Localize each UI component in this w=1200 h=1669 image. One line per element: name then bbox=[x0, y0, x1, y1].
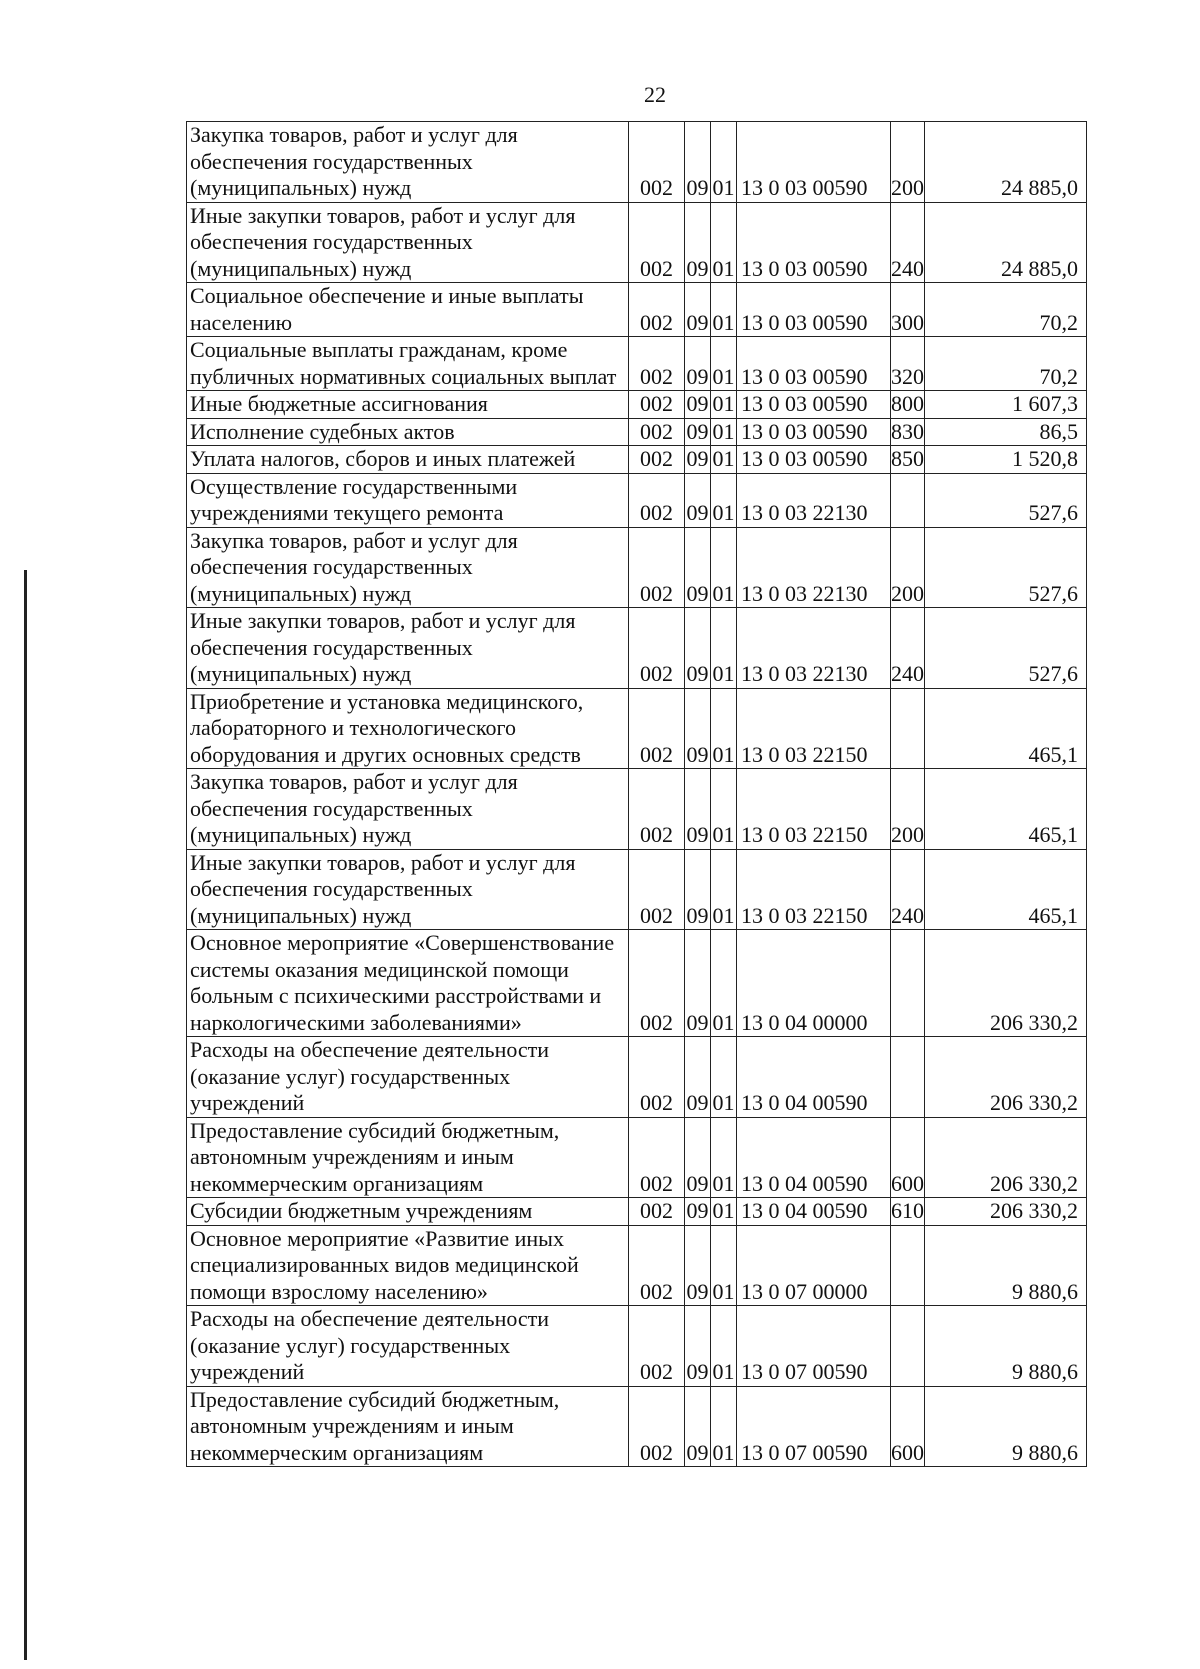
subsection-code: 01 bbox=[711, 1225, 737, 1306]
admin-code: 002 bbox=[629, 1225, 685, 1306]
target-article-code: 13 0 03 00590 bbox=[737, 122, 891, 203]
amount: 24 885,0 bbox=[925, 122, 1087, 203]
target-article-code: 13 0 04 00590 bbox=[737, 1117, 891, 1198]
subsection-code: 01 bbox=[712, 391, 735, 416]
page-number: 22 bbox=[644, 82, 666, 107]
subsection-code: 01 bbox=[711, 283, 737, 337]
budget-table bbox=[186, 121, 1087, 1467]
row-name: Закупка товаров, работ и услуг для обеспечения государственных (муниципальных) нужд bbox=[187, 527, 629, 608]
expense-type-code: 800 bbox=[891, 391, 924, 416]
expense-type-code: 600 bbox=[891, 1117, 925, 1198]
row-name: Осуществление государственными учреждениями текущего ремонта bbox=[187, 473, 629, 527]
subsection-code: 01 bbox=[711, 473, 737, 527]
admin-code: 002 bbox=[629, 202, 685, 283]
admin-code: 002 bbox=[629, 473, 685, 527]
subsection-code: 01 bbox=[711, 337, 737, 391]
row-name: Расходы на обеспечение деятельности (оказание услуг) государственных учреждений bbox=[187, 1306, 629, 1387]
amount: 206 330,2 bbox=[925, 930, 1087, 1037]
row-name: Основное мероприятие «Развитие иных специализированных видов медицинской помощи взрослому населению» bbox=[187, 1225, 629, 1306]
expense-type-code: 300 bbox=[891, 283, 925, 337]
table-row bbox=[187, 1117, 1087, 1198]
section-code: 09 bbox=[685, 473, 711, 527]
expense-type-code bbox=[891, 1306, 925, 1387]
expense-type-code bbox=[891, 1037, 925, 1118]
admin-code: 002 bbox=[629, 688, 685, 769]
section-code: 09 bbox=[685, 1037, 711, 1118]
table-row bbox=[187, 1198, 1087, 1226]
subsection-code: 01 bbox=[711, 769, 737, 850]
target-article-code: 13 0 03 00590 bbox=[737, 202, 891, 283]
table-row bbox=[187, 527, 1087, 608]
target-article-code: 13 0 03 22130 bbox=[737, 473, 891, 527]
table-row bbox=[187, 446, 1087, 474]
section-code: 09 bbox=[685, 608, 711, 689]
section-code: 09 bbox=[685, 849, 711, 930]
table-row bbox=[187, 930, 1087, 1037]
amount: 70,2 bbox=[925, 283, 1087, 337]
section-code: 09 bbox=[685, 930, 711, 1037]
admin-code: 002 bbox=[629, 337, 685, 391]
table-row bbox=[187, 418, 1087, 446]
section-code: 09 bbox=[686, 391, 709, 416]
target-article-code: 13 0 03 00590 bbox=[737, 418, 891, 446]
admin-code: 002 bbox=[629, 769, 685, 850]
expense-type-code: 240 bbox=[891, 202, 925, 283]
amount: 1 607,3 bbox=[925, 391, 1087, 419]
admin-code: 002 bbox=[629, 1306, 685, 1387]
section-code: 09 bbox=[685, 122, 711, 203]
table-row bbox=[187, 391, 1087, 419]
admin-code: 002 bbox=[629, 608, 685, 689]
row-name: Расходы на обеспечение деятельности (оказание услуг) государственных учреждений bbox=[187, 1037, 629, 1118]
row-name: Закупка товаров, работ и услуг для обеспечения государственных (муниципальных) нужд bbox=[187, 769, 629, 850]
admin-code: 002 bbox=[629, 283, 685, 337]
expense-type-code bbox=[891, 473, 925, 527]
expense-type-code bbox=[891, 1225, 925, 1306]
row-name: Исполнение судебных актов bbox=[187, 418, 629, 446]
section-code: 09 bbox=[685, 1225, 711, 1306]
row-name: Иные закупки товаров, работ и услуг для обеспечения государственных (муниципальных) нужд bbox=[187, 202, 629, 283]
target-article-code: 13 0 03 00590 bbox=[737, 391, 891, 419]
expense-type-code: 600 bbox=[891, 1386, 925, 1467]
amount: 9 880,6 bbox=[925, 1225, 1087, 1306]
subsection-code: 01 bbox=[712, 446, 735, 471]
row-name: Предоставление субсидий бюджетным, автономным учреждениям и иным некоммерческим организациям bbox=[187, 1386, 629, 1467]
row-name: Приобретение и установка медицинского, лабораторного и технологического оборудования и других основных средств bbox=[187, 688, 629, 769]
subsection-code: 01 bbox=[712, 1198, 735, 1223]
margin-rule bbox=[24, 570, 27, 1660]
target-article-code: 13 0 04 00000 bbox=[737, 930, 891, 1037]
amount: 1 520,8 bbox=[925, 446, 1087, 474]
section-code: 09 bbox=[685, 527, 711, 608]
target-article-code: 13 0 07 00590 bbox=[737, 1386, 891, 1467]
table-row bbox=[187, 1225, 1087, 1306]
row-name: Предоставление субсидий бюджетным, автономным учреждениям и иным некоммерческим организациям bbox=[187, 1117, 629, 1198]
expense-type-code: 240 bbox=[891, 608, 925, 689]
admin-code: 002 bbox=[629, 1117, 685, 1198]
amount: 465,1 bbox=[925, 769, 1087, 850]
expense-type-code bbox=[891, 930, 925, 1037]
admin-code: 002 bbox=[629, 1198, 685, 1226]
expense-type-code: 200 bbox=[891, 769, 925, 850]
subsection-code: 01 bbox=[711, 202, 737, 283]
subsection-code: 01 bbox=[712, 418, 735, 444]
section-code: 09 bbox=[685, 769, 711, 850]
section-code: 09 bbox=[685, 688, 711, 769]
subsection-code: 01 bbox=[711, 930, 737, 1037]
section-code: 09 bbox=[685, 337, 711, 391]
table-row bbox=[187, 1386, 1087, 1467]
table-row bbox=[187, 769, 1087, 850]
target-article-code: 13 0 03 00590 bbox=[737, 283, 891, 337]
target-article-code: 13 0 04 00590 bbox=[737, 1037, 891, 1118]
amount: 206 330,2 bbox=[925, 1198, 1087, 1226]
section-code: 09 bbox=[685, 1306, 711, 1387]
expense-type-code: 320 bbox=[891, 337, 925, 391]
section-code: 09 bbox=[685, 202, 711, 283]
row-name: Социальное обеспечение и иные выплаты населению bbox=[187, 283, 629, 337]
row-name: Субсидии бюджетным учреждениям bbox=[187, 1198, 629, 1226]
row-name: Основное мероприятие «Совершенствование системы оказания медицинской помощи больным с психическими расстройствами и наркологическими заболеваниями» bbox=[187, 930, 629, 1037]
table-body bbox=[187, 122, 1087, 1467]
target-article-code: 13 0 03 22150 bbox=[737, 688, 891, 769]
admin-code: 002 bbox=[629, 418, 685, 446]
row-name: Социальные выплаты гражданам, кроме публичных нормативных социальных выплат bbox=[187, 337, 629, 391]
row-name: Уплата налогов, сборов и иных платежей bbox=[187, 446, 629, 474]
admin-code: 002 bbox=[629, 391, 685, 419]
expense-type-code: 830 bbox=[891, 418, 924, 444]
amount: 9 880,6 bbox=[925, 1306, 1087, 1387]
amount: 206 330,2 bbox=[925, 1117, 1087, 1198]
admin-code: 002 bbox=[629, 1386, 685, 1467]
amount: 70,2 bbox=[925, 337, 1087, 391]
subsection-code: 01 bbox=[711, 1117, 737, 1198]
table-row bbox=[187, 283, 1087, 337]
amount: 9 880,6 bbox=[925, 1386, 1087, 1467]
expense-type-code: 610 bbox=[891, 1198, 924, 1223]
amount: 527,6 bbox=[925, 473, 1087, 527]
admin-code: 002 bbox=[629, 446, 685, 474]
target-article-code: 13 0 07 00590 bbox=[737, 1306, 891, 1387]
table-row bbox=[187, 849, 1087, 930]
subsection-code: 01 bbox=[711, 122, 737, 203]
amount: 527,6 bbox=[925, 608, 1087, 689]
section-code: 09 bbox=[686, 1198, 709, 1223]
target-article-code: 13 0 07 00000 bbox=[737, 1225, 891, 1306]
expense-type-code: 850 bbox=[891, 446, 924, 471]
table-row bbox=[187, 122, 1087, 203]
amount: 465,1 bbox=[925, 688, 1087, 769]
table-row bbox=[187, 608, 1087, 689]
section-code: 09 bbox=[685, 283, 711, 337]
table-row bbox=[187, 1037, 1087, 1118]
expense-type-code: 240 bbox=[891, 849, 925, 930]
table-row bbox=[187, 337, 1087, 391]
admin-code: 002 bbox=[629, 122, 685, 203]
target-article-code: 13 0 03 22150 bbox=[737, 849, 891, 930]
admin-code: 002 bbox=[629, 849, 685, 930]
target-article-code: 13 0 03 22150 bbox=[737, 769, 891, 850]
section-code: 09 bbox=[686, 446, 709, 471]
subsection-code: 01 bbox=[711, 608, 737, 689]
section-code: 09 bbox=[686, 418, 709, 444]
target-article-code: 13 0 03 00590 bbox=[737, 446, 891, 474]
amount: 206 330,2 bbox=[925, 1037, 1087, 1118]
amount: 86,5 bbox=[925, 418, 1087, 446]
table-row bbox=[187, 202, 1087, 283]
expense-type-code: 200 bbox=[891, 527, 925, 608]
admin-code: 002 bbox=[629, 930, 685, 1037]
subsection-code: 01 bbox=[711, 1037, 737, 1118]
table-row bbox=[187, 1306, 1087, 1387]
section-code: 09 bbox=[685, 1386, 711, 1467]
table-row bbox=[187, 688, 1087, 769]
admin-code: 002 bbox=[629, 1037, 685, 1118]
target-article-code: 13 0 03 00590 bbox=[737, 337, 891, 391]
amount: 465,1 bbox=[925, 849, 1087, 930]
admin-code: 002 bbox=[629, 527, 685, 608]
expense-type-code: 200 bbox=[891, 122, 925, 203]
target-article-code: 13 0 03 22130 bbox=[737, 608, 891, 689]
subsection-code: 01 bbox=[711, 527, 737, 608]
target-article-code: 13 0 03 22130 bbox=[737, 527, 891, 608]
amount: 24 885,0 bbox=[925, 202, 1087, 283]
row-name: Иные закупки товаров, работ и услуг для обеспечения государственных (муниципальных) нужд bbox=[187, 608, 629, 689]
row-name: Иные закупки товаров, работ и услуг для обеспечения государственных (муниципальных) нужд bbox=[187, 849, 629, 930]
subsection-code: 01 bbox=[711, 1386, 737, 1467]
amount: 527,6 bbox=[925, 527, 1087, 608]
subsection-code: 01 bbox=[711, 688, 737, 769]
subsection-code: 01 bbox=[711, 849, 737, 930]
row-name: Закупка товаров, работ и услуг для обеспечения государственных (муниципальных) нужд bbox=[187, 122, 629, 203]
expense-type-code bbox=[891, 688, 925, 769]
subsection-code: 01 bbox=[711, 1306, 737, 1387]
section-code: 09 bbox=[685, 1117, 711, 1198]
row-name: Иные бюджетные ассигнования bbox=[187, 391, 629, 419]
target-article-code: 13 0 04 00590 bbox=[737, 1198, 891, 1226]
table-row bbox=[187, 473, 1087, 527]
